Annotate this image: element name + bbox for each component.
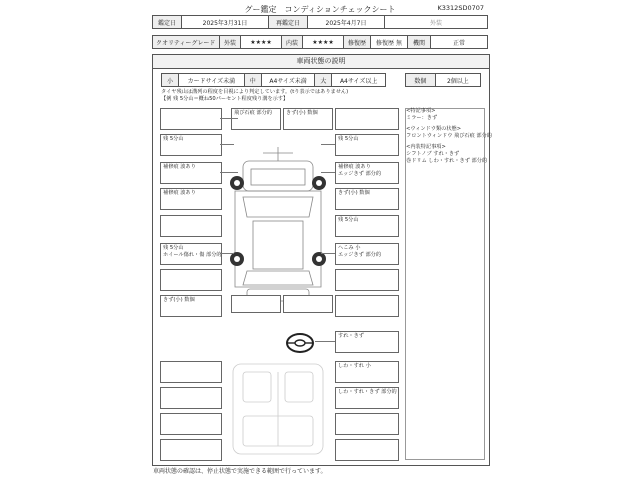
footer-note: 車両状態の確認は、停止状態で実施できる範囲で行っています。 bbox=[153, 468, 327, 475]
legend-count-desc: 2個以上 bbox=[435, 74, 480, 87]
damage-box-left-tire-front bbox=[160, 134, 222, 156]
special-notes bbox=[406, 108, 492, 165]
damage-box-right-tire-front bbox=[335, 134, 399, 156]
legend-medium: 中 bbox=[244, 74, 261, 87]
grade-interior-label: 内装 bbox=[282, 36, 303, 49]
appraisal-date: 2025年3月31日 bbox=[182, 16, 269, 29]
mechanism-label: 機関 bbox=[408, 36, 431, 49]
damage-label-left-mid1: 補修痕 波あり bbox=[163, 164, 196, 170]
damage-box-left-4 bbox=[160, 215, 222, 237]
tire-note: タイヤ残山は溝列の程度を目視により判定しています。(tり表示ではありません) bbox=[161, 89, 349, 95]
grade-exterior-label: 外装 bbox=[220, 36, 241, 49]
leader-line bbox=[220, 144, 234, 145]
damage-label-left-tire-rear: 残 5分山 ホイール傷れ・傷 部分的 bbox=[163, 245, 222, 258]
damage-box-right-1 bbox=[335, 108, 399, 130]
quality-grade-label: クオリティーグレード bbox=[153, 36, 220, 49]
damage-box-left-3 bbox=[160, 188, 222, 210]
exterior-header: 外装 bbox=[385, 16, 488, 29]
damage-label-right-tire-rear: 残 5分山 bbox=[338, 217, 359, 223]
damage-label-right-mid2: きず(小) 数個 bbox=[338, 190, 370, 196]
page-title: グー鑑定 コンディションチェックシート bbox=[244, 5, 396, 14]
damage-box-left-tire-rear bbox=[160, 243, 222, 265]
section-title: 車両状態の説明 bbox=[153, 55, 489, 69]
mechanism-value: 正常 bbox=[431, 36, 488, 49]
exterior-stars: ★★★★ bbox=[241, 36, 282, 49]
damage-box-left-9 bbox=[160, 439, 222, 461]
legend-small: 小 bbox=[162, 74, 179, 87]
special-value: ミラー：きず bbox=[406, 115, 438, 121]
legend-large-desc: A4サイズ以上 bbox=[332, 74, 386, 87]
special-title: <特記事項> bbox=[406, 108, 436, 114]
window-value: フロントウィンドウ 飛び石痕 部分的 bbox=[406, 133, 492, 139]
damage-label-steering: すれ・きず bbox=[338, 333, 364, 339]
count-legend-table bbox=[405, 73, 481, 87]
window-title: <ウィンドウ類の状態> bbox=[406, 126, 462, 132]
appraisal-dates-table bbox=[152, 15, 488, 29]
car-top-view-diagram bbox=[213, 147, 343, 307]
damage-box-left-2 bbox=[160, 162, 222, 184]
damage-box-right-3 bbox=[335, 188, 399, 210]
leader-line bbox=[220, 118, 238, 119]
damage-box-right-2 bbox=[335, 162, 399, 184]
legend-small-desc: カードサイズ未満 bbox=[179, 74, 245, 87]
damage-box-right-6 bbox=[335, 413, 399, 435]
interior-stars: ★★★★ bbox=[303, 36, 344, 49]
car-interior-diagram bbox=[213, 360, 343, 460]
legend-medium-desc: A4サイズ未満 bbox=[261, 74, 315, 87]
damage-box-rear-center-1 bbox=[231, 295, 281, 313]
damage-box-rear-center-2 bbox=[283, 295, 333, 313]
leader-line bbox=[315, 341, 335, 342]
damage-label-right-tire-front: 残 5分山 bbox=[338, 136, 359, 142]
leader-line bbox=[321, 172, 335, 173]
damage-box-front-top bbox=[231, 108, 281, 130]
leader-line bbox=[220, 172, 238, 173]
legend-large: 大 bbox=[315, 74, 332, 87]
damage-label-front-top: 飛び石痕 部分的 bbox=[234, 110, 272, 116]
damage-box-left-8 bbox=[160, 413, 222, 435]
damage-box-steering bbox=[335, 331, 399, 353]
damage-label-left-mid2: 補修痕 波あり bbox=[163, 190, 196, 196]
damage-box-left-rear bbox=[160, 295, 222, 317]
tire-example: 【例 残 5分山＝概ね50パーセント程度残り溝を示す】 bbox=[161, 96, 289, 102]
appraisal-date-label: 鑑定日 bbox=[153, 16, 182, 29]
damage-label-right-mid1: 補修痕 波あり エッジきず 部分的 bbox=[338, 164, 382, 177]
repair-history-label: 修復歴 bbox=[344, 36, 371, 49]
leader-line bbox=[220, 253, 234, 254]
quality-grade-table bbox=[152, 35, 488, 49]
interior-value-2: 巻ドリム しわ・すれ・きず 部分的 bbox=[406, 158, 488, 164]
damage-box-right-rear bbox=[335, 243, 399, 265]
damage-label-front-right-top: きず(小) 数個 bbox=[286, 110, 318, 116]
damage-box-left-1 bbox=[160, 108, 222, 130]
damage-box-right-7 bbox=[335, 439, 399, 461]
damage-box-front-right-top bbox=[283, 108, 333, 130]
size-legend-table bbox=[161, 73, 386, 87]
damage-box-right-4 bbox=[335, 269, 399, 291]
reappraisal-date-label: 再鑑定日 bbox=[269, 16, 308, 29]
damage-box-right-tire-rear bbox=[335, 215, 399, 237]
document-id: K3312SD0707 bbox=[437, 4, 484, 12]
damage-label-right-rear: へこみ 小 エッジきず 部分的 bbox=[338, 245, 382, 258]
damage-box-left-6 bbox=[160, 361, 222, 383]
damage-label-seat2: しわ・すれ・きず 部分的 bbox=[338, 389, 397, 395]
damage-box-left-7 bbox=[160, 387, 222, 409]
leader-line bbox=[321, 253, 335, 254]
reappraisal-date: 2025年4月7日 bbox=[308, 16, 385, 29]
damage-box-seat-1 bbox=[335, 361, 399, 383]
leader-line bbox=[321, 144, 335, 145]
damage-box-left-5 bbox=[160, 269, 222, 291]
repair-history-value: 修復歴 無 bbox=[371, 36, 408, 49]
damage-box-right-5 bbox=[335, 295, 399, 317]
damage-label-left-tire-front: 残 5分山 bbox=[163, 136, 184, 142]
interior-value-1: シフトノブ すれ・きず bbox=[406, 151, 460, 157]
interior-title: <内装特記事項> bbox=[406, 144, 446, 150]
steering-wheel-icon bbox=[285, 332, 315, 354]
damage-box-seat-2 bbox=[335, 387, 399, 409]
damage-label-seat1: しわ・すれ 小 bbox=[338, 363, 371, 369]
damage-label-left-rear: きず(小) 数個 bbox=[163, 297, 195, 303]
legend-count: 数個 bbox=[406, 74, 436, 87]
